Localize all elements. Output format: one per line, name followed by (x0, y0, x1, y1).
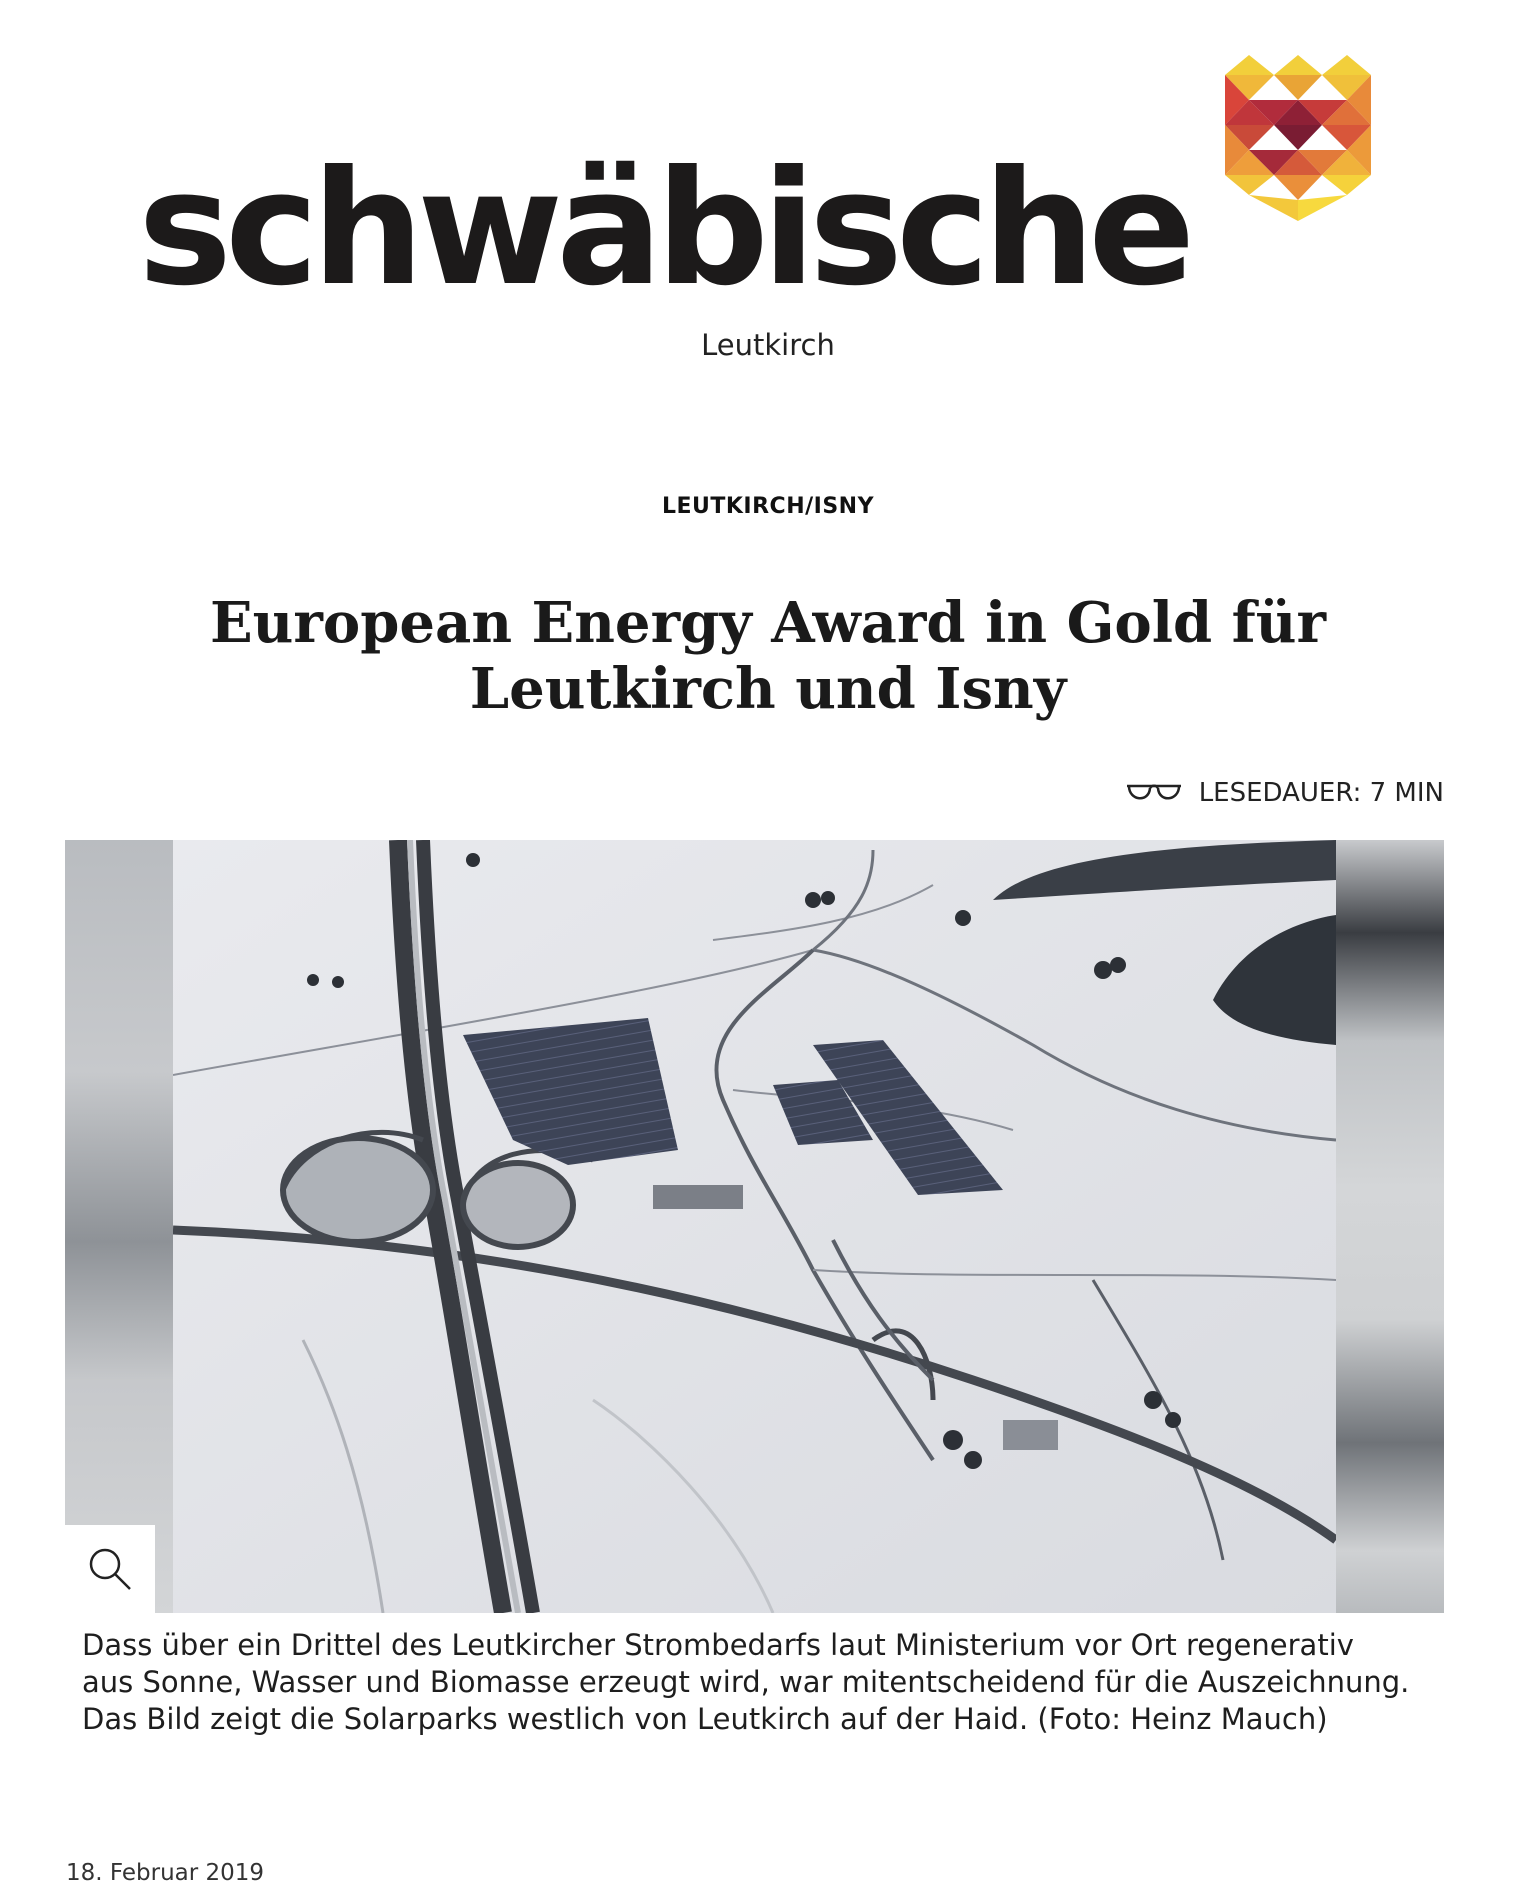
reading-time-label: LESEDAUER: 7 MIN (1198, 778, 1444, 808)
article-headline: European Energy Award in Gold für Leutkirch und Isny (210, 590, 1326, 722)
shield-mosaic-icon (1225, 55, 1371, 221)
masthead (0, 0, 1536, 380)
article-photo[interactable] (65, 840, 1444, 1613)
logo-region-label: Leutkirch (701, 328, 835, 362)
site-logo-wordmark[interactable]: schwäbische (138, 137, 1189, 321)
glasses-icon (1125, 781, 1183, 805)
aerial-solar-park-photo (173, 840, 1336, 1613)
photo-blur-right (1336, 840, 1444, 1613)
article-date: 18. Februar 2019 (66, 1860, 265, 1886)
article-kicker[interactable]: LEUTKIRCH/ISNY (661, 494, 875, 519)
reading-time (1125, 778, 1444, 808)
photo-blur-left (65, 840, 173, 1613)
magnifier-icon (85, 1544, 135, 1594)
photo-caption: Dass über ein Drittel des Leutkircher Strombedarfs laut Ministerium vor Ort regenerativ aus Sonne, Wasser und Biomasse erzeugt wird, war mitentscheidend für die Auszeichnung. Das Bild zeigt die Solarparks westlich von Leutkirch auf der Haid. (Foto: Heinz Mauch) (82, 1628, 1410, 1736)
zoom-button[interactable] (65, 1525, 155, 1613)
